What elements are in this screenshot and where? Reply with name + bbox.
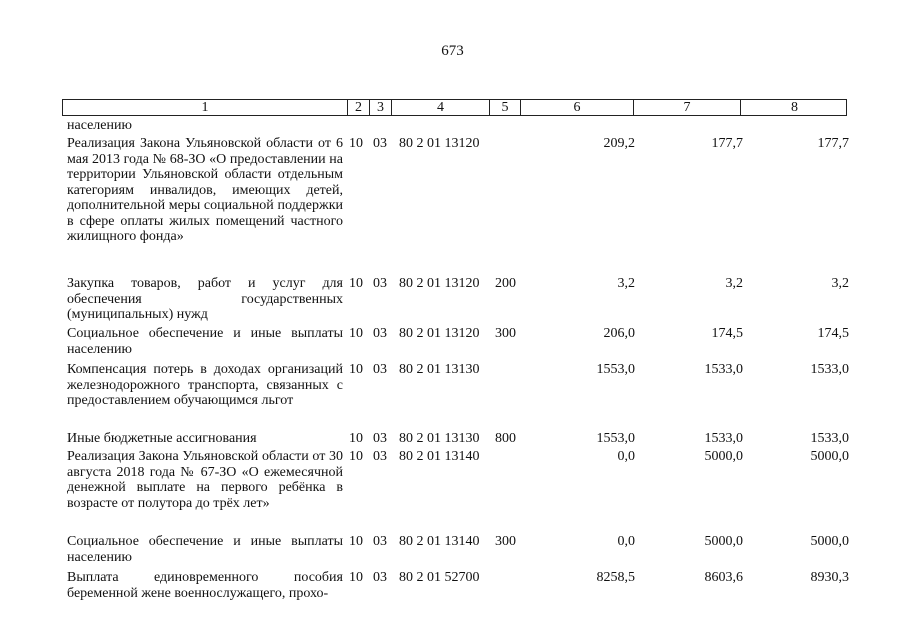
header-col-3: 3	[370, 100, 392, 115]
row-name: населению	[67, 118, 132, 133]
row-section: 10	[349, 326, 363, 341]
row-amount-2: 8603,6	[704, 570, 743, 585]
row-amount-1: 1553,0	[596, 431, 635, 446]
page-number: 673	[441, 43, 464, 59]
row-amount-3: 1533,0	[810, 431, 849, 446]
row-amount-1: 1553,0	[596, 362, 635, 377]
row-expense-type: 800	[495, 431, 516, 446]
row-amount-3: 5000,0	[810, 449, 849, 464]
row-amount-1: 3,2	[617, 276, 635, 291]
row-section: 10	[349, 431, 363, 446]
row-target-code: 80 2 01 13140	[399, 449, 480, 464]
row-section: 10	[349, 534, 363, 549]
row-expense-type: 300	[495, 534, 516, 549]
row-subsection: 03	[373, 276, 387, 291]
header-col-1: 1	[63, 100, 348, 115]
row-amount-1: 8258,5	[596, 570, 635, 585]
row-amount-3: 174,5	[817, 326, 849, 341]
row-subsection: 03	[373, 362, 387, 377]
row-name: Закупка товаров, работ и услуг для обеспечения государственных (муниципальных) нужд	[67, 276, 343, 322]
row-amount-3: 5000,0	[810, 534, 849, 549]
header-col-6: 6	[521, 100, 634, 115]
row-target-code: 80 2 01 52700	[399, 570, 480, 585]
header-col-8: 8	[791, 100, 798, 115]
row-amount-2: 1533,0	[704, 362, 743, 377]
header-col-5: 5	[490, 100, 521, 115]
row-amount-1: 209,2	[603, 136, 635, 151]
row-target-code: 80 2 01 13120	[399, 276, 480, 291]
row-target-code: 80 2 01 13120	[399, 136, 480, 151]
header-col-2: 2	[348, 100, 370, 115]
row-name: Социальное обеспечение и иные выплаты населению	[67, 534, 343, 565]
header-col-4: 4	[392, 100, 490, 115]
row-amount-2: 3,2	[725, 276, 743, 291]
row-expense-type: 200	[495, 276, 516, 291]
row-amount-3: 177,7	[817, 136, 849, 151]
row-target-code: 80 2 01 13130	[399, 362, 480, 377]
row-expense-type: 300	[495, 326, 516, 341]
row-amount-2: 5000,0	[704, 449, 743, 464]
row-name: Реализация Закона Ульяновской области от 30 августа 2018 года № 67-ЗО «О ежемесячной денежной выплате на первого ребёнка в возрасте от полутора до трёх лет»	[67, 449, 343, 511]
row-target-code: 80 2 01 13140	[399, 534, 480, 549]
row-amount-3: 3,2	[831, 276, 849, 291]
row-name: Иные бюджетные ассигнования	[67, 431, 257, 446]
table-header	[62, 99, 847, 116]
row-subsection: 03	[373, 431, 387, 446]
row-subsection: 03	[373, 449, 387, 464]
row-amount-3: 8930,3	[810, 570, 849, 585]
row-amount-2: 174,5	[711, 326, 743, 341]
row-amount-1: 0,0	[617, 534, 635, 549]
row-subsection: 03	[373, 326, 387, 341]
row-section: 10	[349, 276, 363, 291]
row-amount-2: 177,7	[711, 136, 743, 151]
row-name: Реализация Закона Ульяновской области от 6 мая 2013 года № 68-ЗО «О предоставлении на территории Ульяновской области отдельным категориям инвалидов, имеющих детей, дополнительной меры социальной поддержки в сфере оплаты жилых помещений частного жилищного фонда»	[67, 136, 343, 244]
row-amount-1: 206,0	[603, 326, 635, 341]
row-subsection: 03	[373, 534, 387, 549]
row-amount-2: 1533,0	[704, 431, 743, 446]
row-target-code: 80 2 01 13130	[399, 431, 480, 446]
row-section: 10	[349, 136, 363, 151]
row-section: 10	[349, 449, 363, 464]
row-name: Выплата единовременного пособия беременной жене военнослужащего, прохо-	[67, 570, 343, 601]
row-subsection: 03	[373, 136, 387, 151]
row-name: Компенсация потерь в доходах организаций железнодорожного транспорта, связанных с предоставлением обучающимся льгот	[67, 362, 343, 408]
row-subsection: 03	[373, 570, 387, 585]
header-col-7: 7	[634, 100, 741, 115]
row-amount-2: 5000,0	[704, 534, 743, 549]
row-target-code: 80 2 01 13120	[399, 326, 480, 341]
row-name: Социальное обеспечение и иные выплаты населению	[67, 326, 343, 357]
row-section: 10	[349, 362, 363, 377]
row-amount-3: 1533,0	[810, 362, 849, 377]
row-amount-1: 0,0	[617, 449, 635, 464]
row-section: 10	[349, 570, 363, 585]
